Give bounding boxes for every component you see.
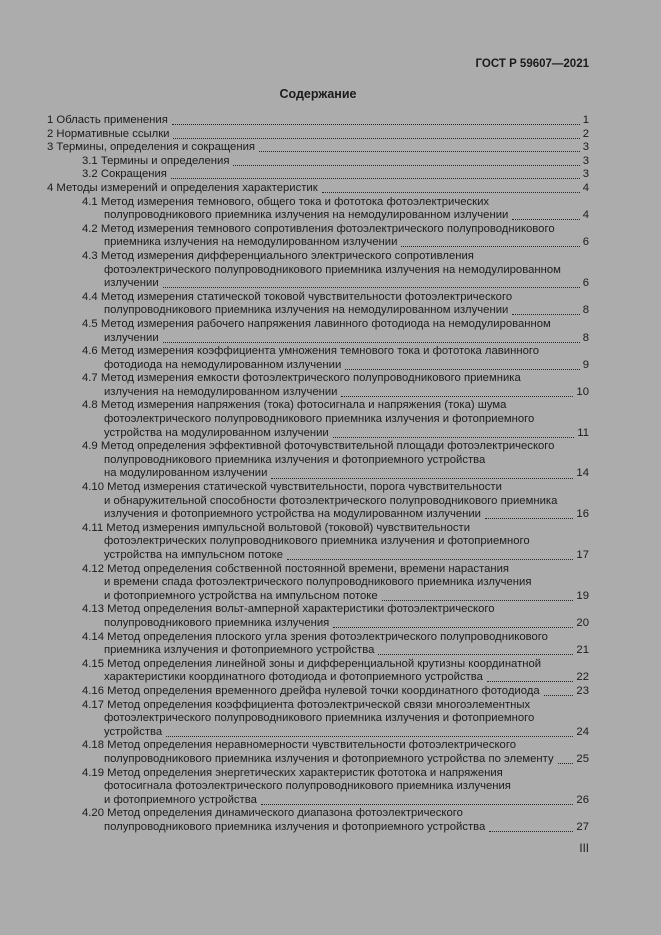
toc-entry-line — [82, 481, 589, 495]
toc-entry-line — [82, 345, 589, 359]
toc-entry-line — [82, 753, 589, 767]
toc-entry-text: полупроводникового приемника излучения и фотоприемного устройства по элементу — [104, 752, 554, 765]
toc-entry-line — [82, 685, 589, 699]
toc-entry-text: 2 Нормативные ссылки — [47, 127, 170, 140]
toc-entry-text: 4.15 Метод определения линейной зоны и дифференциальной крутизны координатной — [82, 657, 542, 670]
dot-leader — [271, 478, 573, 479]
toc-page-number: 1 — [582, 114, 589, 126]
toc-entry-text: излучении — [104, 331, 159, 344]
toc-entry-line — [82, 617, 589, 631]
toc-entry-line — [82, 236, 589, 250]
toc-entry-line — [82, 726, 589, 740]
toc-entry-line — [82, 658, 589, 672]
toc-entry-line — [82, 359, 589, 373]
toc-page-number: 4 — [582, 181, 589, 194]
toc-entry — [82, 250, 589, 291]
toc-entry-line — [82, 223, 589, 237]
dot-leader — [558, 763, 574, 764]
dot-leader — [485, 518, 573, 519]
toc-entry — [82, 685, 589, 699]
toc-page-number: 6 — [582, 236, 589, 249]
toc-page-number: 3 — [582, 154, 589, 167]
toc-entry-text: и фотоприемного устройства на импульсном потоке — [104, 589, 378, 602]
toc-entry — [82, 807, 589, 834]
toc-entry-text: 4.2 Метод измерения темнового сопротивления фотоэлектрического полупроводникового — [82, 222, 555, 235]
toc-entry-text: фотоэлектрического полупроводникового приемника излучения и фотоприемного — [104, 413, 535, 426]
toc-entry — [82, 155, 589, 169]
toc-entry — [82, 603, 589, 630]
toc-entry — [82, 223, 589, 250]
toc-entry-line — [47, 128, 589, 142]
toc-entry-text: 4.9 Метод определения эффективной фоточувствительной площади фотоэлектрического — [82, 440, 555, 453]
toc-page-number: 26 — [576, 793, 589, 806]
dot-leader — [512, 219, 579, 220]
toc-page-number: 20 — [576, 616, 589, 629]
toc-page-number: 8 — [582, 331, 589, 344]
toc-entry — [82, 563, 589, 604]
toc-entry-line — [82, 699, 589, 713]
toc-entry — [47, 141, 589, 155]
toc-entry-line — [82, 495, 589, 509]
toc-page-number: 11 — [577, 426, 589, 439]
toc-list — [47, 114, 589, 834]
dot-leader — [166, 736, 573, 737]
toc-entry — [82, 291, 589, 318]
toc-entry-text: устройства — [104, 725, 163, 738]
toc-entry-line — [82, 794, 589, 808]
dot-leader — [345, 369, 579, 370]
toc-entry-text: 3 Термины, определения и сокращения — [47, 141, 255, 154]
toc-page-number: 2 — [582, 127, 589, 140]
toc-entry-text: 4.20 Метод определения динамического диапазона фотоэлектрического — [82, 807, 463, 820]
toc-entry — [82, 631, 589, 658]
toc-page-number: 3 — [582, 168, 589, 181]
toc-page-number: 14 — [576, 467, 589, 480]
toc-entry-text: излучения и фотоприемного устройства на модулированном излучении — [104, 508, 481, 521]
toc-entry — [82, 767, 589, 808]
toc-page-number: 25 — [576, 752, 589, 765]
toc-entry-line — [82, 603, 589, 617]
toc-entry-line — [82, 535, 589, 549]
toc-page-number: 6 — [582, 277, 589, 290]
toc-entry-line — [82, 155, 589, 169]
toc-page-number: 10 — [576, 385, 589, 398]
toc-entry — [47, 182, 589, 196]
toc-entry-text: полупроводникового приемника излучения и фотоприемного устройства — [104, 820, 486, 833]
toc-entry-line — [47, 141, 589, 155]
toc-page-number: 3 — [582, 141, 589, 154]
toc-entry-text: полупроводникового приемника излучения и фотоприемного устройства — [104, 453, 486, 466]
toc-entry-text: 4.3 Метод измерения дифференциального электрического сопротивления — [82, 249, 474, 262]
toc-entry-line — [82, 413, 589, 427]
toc-entry-text: 4.14 Метод определения плоского угла зрения фотоэлектрического полупроводникового — [82, 630, 548, 643]
toc-page-number: 24 — [576, 725, 589, 738]
toc-entry — [82, 739, 589, 766]
toc-page-number: 27 — [576, 820, 589, 833]
toc-entry-text: 4.16 Метод определения временного дрейфа нулевой точки координатного фотодиода — [82, 684, 540, 697]
toc-entry-line — [82, 644, 589, 658]
toc-entry-line — [82, 304, 589, 318]
toc-entry-line — [82, 522, 589, 536]
toc-page-number: 21 — [576, 644, 589, 657]
document-number: ГОСТ Р 59607—2021 — [475, 58, 589, 70]
toc-entry-text: фотоэлектрических полупроводникового приемника излучения и фотоприемного — [104, 535, 530, 548]
toc-entry-line — [82, 372, 589, 386]
toc-entry-text: 1 Область применения — [47, 114, 168, 126]
toc-entry — [82, 658, 589, 685]
toc-entry-line — [82, 440, 589, 454]
toc-page-number: 8 — [582, 304, 589, 317]
toc-entry-text: и обнаружительной способности фотоэлектрического полупроводникового приемника — [104, 494, 558, 507]
toc-entry-text: фотоэлектрического полупроводникового приемника излучения на немодулированном — [104, 263, 561, 276]
toc-entry-text: излучения на немодулированном излучении — [104, 385, 338, 398]
dot-leader — [171, 178, 580, 179]
dot-leader — [489, 831, 573, 832]
toc-entry-line — [82, 277, 589, 291]
toc-entry-text: 4.4 Метод измерения статической токовой чувствительности фотоэлектрического — [82, 290, 513, 303]
toc-entry-line — [82, 671, 589, 685]
toc-entry — [82, 345, 589, 372]
toc-entry — [82, 440, 589, 481]
toc-page-number: 19 — [576, 589, 589, 602]
toc-entry-line — [82, 291, 589, 305]
dot-leader — [163, 342, 580, 343]
toc-page-number: 9 — [582, 358, 589, 371]
toc-entry-text: 4.1 Метод измерения темнового, общего тока и фототока фотоэлектрических — [82, 195, 490, 208]
toc-entry-text: устройства на импульсном потоке — [104, 549, 283, 561]
toc-entry-text: фотосигнала фотоэлектрического полупроводникового приемника излучения — [104, 780, 511, 793]
toc-entry-text: фотодиода на немодулированном излучении — [104, 358, 342, 371]
toc-entry-line — [82, 739, 589, 753]
dot-leader — [287, 559, 573, 560]
dot-leader — [382, 600, 574, 601]
toc-entry-text: 4.17 Метод определения коэффициента фотоэлектрической связи многоэлементных — [82, 698, 531, 711]
toc-entry-text: 4.13 Метод определения вольт-амперной характеристики фотоэлектрического — [82, 603, 495, 616]
dot-leader — [378, 654, 573, 655]
toc-entry-text: фотоэлектрического полупроводникового приемника излучения и фотоприемного — [104, 712, 535, 725]
dot-leader — [163, 287, 580, 288]
toc-entry-text: и фотоприемного устройства — [104, 793, 257, 806]
toc-entry — [82, 699, 589, 740]
dot-leader — [333, 627, 573, 628]
toc-entry-text: излучении — [104, 277, 159, 290]
toc-entry-text: 4 Методы измерений и определения характеристик — [47, 181, 318, 194]
toc-entry — [82, 196, 589, 223]
toc-entry-text: приемника излучения и фотоприемного устройства — [104, 644, 375, 657]
dot-leader — [322, 192, 580, 193]
dot-leader — [512, 314, 579, 315]
toc-entry-text: полупроводникового приемника излучения на немодулированном излучении — [104, 304, 509, 317]
dot-leader — [173, 138, 579, 139]
dot-leader — [341, 396, 573, 397]
toc-entry-line — [82, 821, 589, 835]
toc-entry-text: полупроводникового приемника излучения — [104, 616, 330, 629]
toc-entry-text: 4.12 Метод определения собственной постоянной времени, времени нарастания — [82, 562, 510, 575]
toc-entry-line — [82, 332, 589, 346]
toc-entry — [82, 522, 589, 563]
toc-entry-text: приемника излучения на немодулированном излучении — [104, 236, 398, 249]
toc-entry-text: 4.19 Метод определения энергетических характеристик фототока и напряжения — [82, 766, 503, 779]
toc-entry-line — [82, 549, 589, 563]
toc-entry-line — [82, 576, 589, 590]
toc-entry — [82, 399, 589, 440]
toc-entry-line — [82, 712, 589, 726]
toc-entry-line — [82, 590, 589, 604]
dot-leader — [544, 695, 574, 696]
dot-leader — [259, 151, 580, 152]
toc-entry-line — [82, 563, 589, 577]
toc-entry-line — [82, 209, 589, 223]
toc-entry-line — [82, 807, 589, 821]
page-number-footer: III — [579, 843, 589, 855]
toc-entry-text: 4.10 Метод измерения статической чувствительности, порога чувствительности — [82, 481, 502, 494]
toc-entry-line — [82, 780, 589, 794]
dot-leader — [172, 124, 580, 125]
dot-leader — [487, 681, 573, 682]
toc-entry-text: и времени спада фотоэлектрического полупроводникового приемника излучения — [104, 576, 532, 589]
toc-entry-text: устройства на модулированном излучении — [104, 426, 329, 439]
toc-entry-line — [82, 196, 589, 210]
toc-entry — [47, 128, 589, 142]
toc-entry-line — [82, 467, 589, 481]
toc-entry-line — [82, 454, 589, 468]
toc-entry-text: 4.7 Метод измерения емкости фотоэлектрического полупроводникового приемника — [82, 372, 521, 385]
toc-page-number: 23 — [576, 684, 589, 697]
toc-page-number: 22 — [576, 671, 589, 684]
toc-entry-line — [82, 427, 589, 441]
toc-page-number: 16 — [576, 508, 589, 521]
toc-page-number: 4 — [582, 209, 589, 222]
dot-leader — [261, 804, 574, 805]
toc-entry — [82, 372, 589, 399]
toc-entry-line — [47, 182, 589, 196]
toc-entry — [82, 318, 589, 345]
toc-entry-text: 3.1 Термины и определения — [82, 154, 230, 167]
toc-entry-text: 3.2 Сокращения — [82, 168, 167, 181]
toc-entry — [47, 114, 589, 128]
toc-entry-line — [82, 386, 589, 400]
toc-page-number: 17 — [576, 549, 589, 561]
dot-leader — [401, 246, 579, 247]
toc-entry — [82, 481, 589, 522]
toc-entry-line — [82, 264, 589, 278]
dot-leader — [333, 437, 575, 438]
toc-entry-line — [82, 318, 589, 332]
toc-entry-line — [82, 767, 589, 781]
toc-entry-line — [82, 508, 589, 522]
toc-entry-line — [82, 168, 589, 182]
toc-entry-text: на модулированном излучении — [104, 467, 268, 480]
dot-leader — [233, 165, 579, 166]
toc-entry-line — [47, 114, 589, 128]
toc-entry — [82, 168, 589, 182]
toc-entry-text: характеристики координатного фотодиода и фотоприемного устройства — [104, 671, 483, 684]
toc-entry-text: 4.11 Метод измерения импульсной вольтовой (токовой) чувствительности — [82, 521, 471, 534]
toc-entry-text: полупроводникового приемника излучения на немодулированном излучении — [104, 209, 509, 222]
toc-entry-text: 4.5 Метод измерения рабочего напряжения лавинного фотодиода на немодулированном — [82, 317, 551, 330]
toc-entry-text: 4.8 Метод измерения напряжения (тока) фотосигнала и напряжения (тока) шума — [82, 399, 507, 412]
toc-entry-line — [82, 399, 589, 413]
toc-entry-text: 4.18 Метод определения неравномерности чувствительности фотоэлектрического — [82, 739, 516, 752]
toc-entry-line — [82, 631, 589, 645]
toc-entry-line — [82, 250, 589, 264]
toc-entry-text: 4.6 Метод измерения коэффициента умножения темнового тока и фототока лавинного — [82, 345, 540, 358]
page-title: Содержание — [279, 87, 357, 101]
